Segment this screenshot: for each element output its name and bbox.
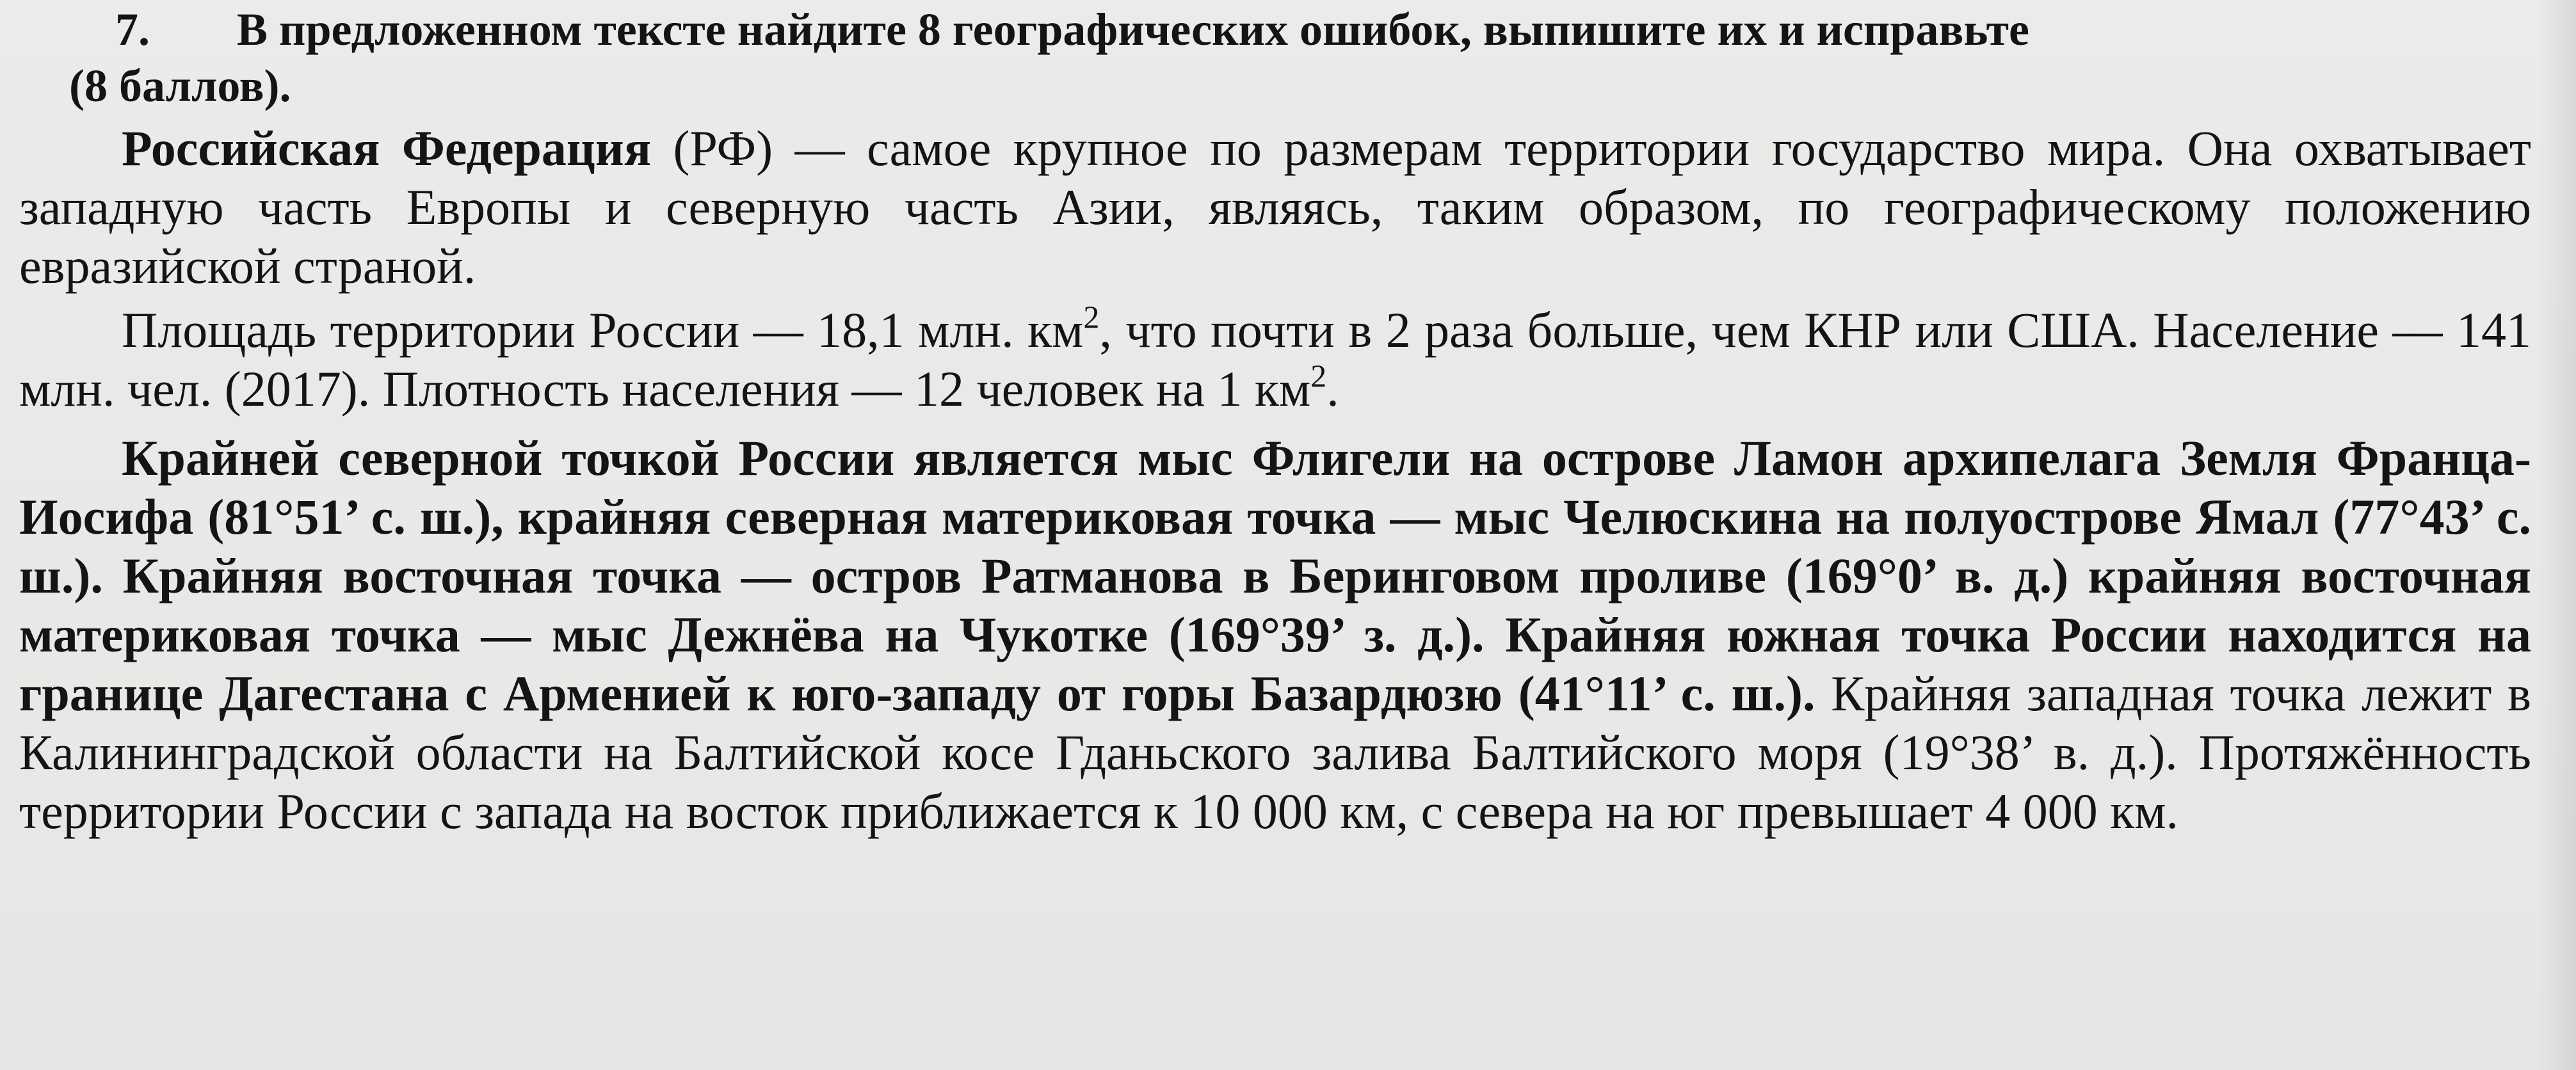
extreme-points-text: Ламон архипелага Земля Франца-Иосифа (81°51’ с. ш.), крайняя северная материковая точка — мыс Челюскина на полуострове Ямал (77°43’ с. ш.). Крайняя восточная точка — остров Ратманова в Беринговом проливе (169°0’ в. д.) крайняя восточная материковая точка — мыс Дежнёва на Чукотке (169°39’ з. д.). Крайняя южная точка России находится на границе Дагестана с Арменией к юго-западу от горы Базардюзю (41°11’ с. ш.). xyxy=(19,430,2531,721)
page-edge-shadow xyxy=(2538,0,2576,1070)
population-text: , что почти в 2 раза больше, чем КНР или США. Население — 141 млн. чел. (2017). Плотность населения — 12 человек на 1 км xyxy=(19,302,2531,417)
northern-point-text: Крайней северной точкой России является мыс Флигели на острове xyxy=(122,430,1715,486)
paragraph-intro xyxy=(19,119,2531,296)
density-superscript: 2 xyxy=(1310,358,1327,394)
area-end: . xyxy=(1326,361,1339,417)
paragraph-extreme-points xyxy=(19,429,2531,841)
area-superscript: 2 xyxy=(1083,299,1100,335)
country-name: Российская Федерация xyxy=(122,120,652,176)
intro-text: (РФ) — самое крупное по размерам территории государство мира. Она охватывает западную часть Европы и северную часть Азии, являясь, таким образом, по географическому положению евразийской страной. xyxy=(19,120,2531,294)
area-text: Площадь территории России — 18,1 млн. км xyxy=(122,302,1084,358)
task-number: 7. xyxy=(115,4,150,55)
western-point-text: Крайняя западная точка лежит в Калининградской области на Балтийской косе Гданьского залива Балтийского моря (19°38’ в. д.). Протяжённость территории России с запада на восток приближается к 10 000 км, с севера на юг превышает 4 000 км. xyxy=(19,666,2531,839)
task-points: (8 баллов). xyxy=(69,60,291,111)
task-heading xyxy=(19,1,2531,58)
task-title: В предложенном тексте найдите 8 географических ошибок, выпишите их и исправьте xyxy=(237,4,2029,55)
paragraph-area xyxy=(19,301,2531,419)
